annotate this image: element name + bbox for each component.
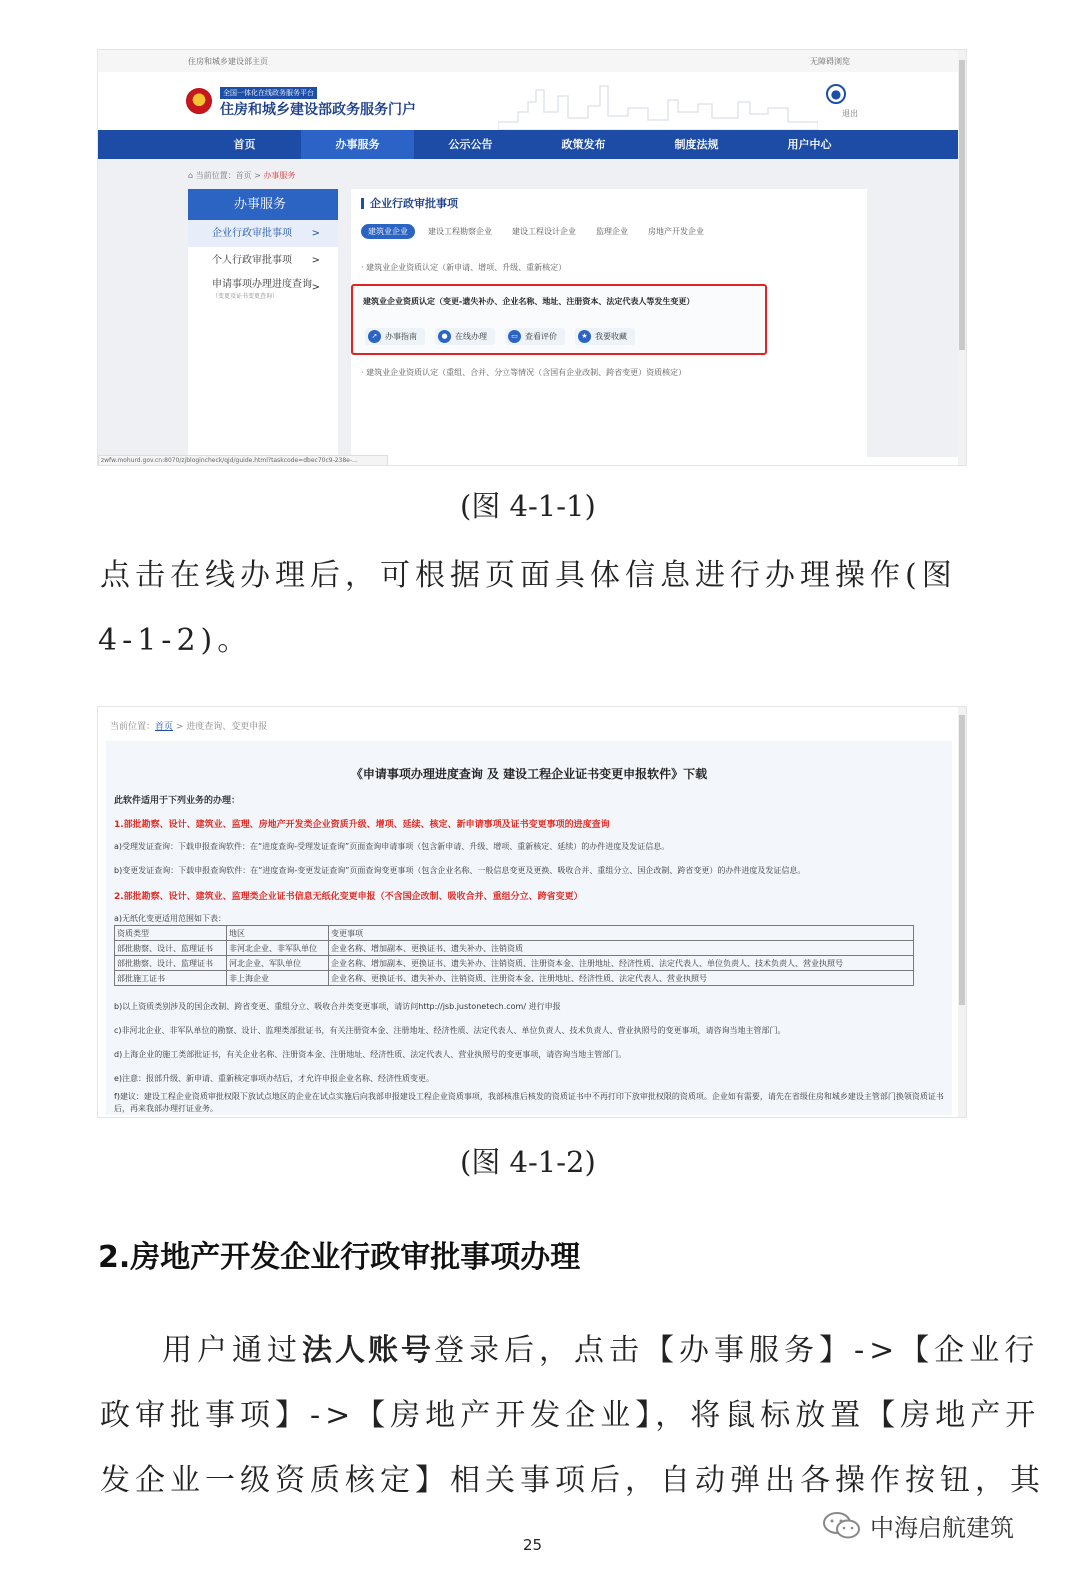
table-row: 部批勘察、设计、监理证书 河北企业、军队单位 企业名称、增加副本、更换证书、遗失补办、注销资质、注册资本金、注册地址、经济性质、法定代表人、单位负责人、技术负责人、营业执照号 xyxy=(115,956,914,971)
chevron-right-icon: > xyxy=(311,255,320,266)
tab-supervision[interactable]: 监理企业 xyxy=(596,227,628,236)
portal-nav xyxy=(98,130,958,159)
intro-text: 此软件适用于下列业务的办理： xyxy=(114,796,241,806)
skyline-decoration xyxy=(498,82,818,130)
item-1b: b)变更发证查询：下载申报查询软件：在“进度查询-变更发证查询”页面查询变更事项（包含企业名称、一般信息变更及更换、吸收合并、重组分立、国企改制、跨省变更）的办件进度及发证信息。 xyxy=(114,866,806,875)
list-item[interactable]: · 建筑业企业资质认定（重组、合并、分立等情况（含国有企业改制、跨省变更）资质核定） xyxy=(361,368,687,377)
comment-icon: ▭ xyxy=(508,330,521,343)
item-1-heading: 1.部批勘察、设计、建筑业、监理、房地产开发类企业资质升级、增项、延续、核定、新申请事项及证书变更事项的进度查询 xyxy=(114,820,610,830)
list-item[interactable]: · 建筑业企业资质认定（新申请、增项、升级、重新核定） xyxy=(361,263,567,272)
paragraph-1-line-2: 4-1-2)。 xyxy=(98,623,253,658)
nav-policy[interactable]: 政策发布 xyxy=(561,138,606,151)
download-panel xyxy=(106,741,952,1115)
guide-button[interactable]: ➚ 办事指南 xyxy=(365,328,425,345)
tab-real-estate[interactable]: 房地产开发企业 xyxy=(648,227,704,236)
main-content xyxy=(351,189,867,457)
item-2-heading: 2.部批勘察、设计、建筑业、监理类企业证书信息无纸化变更申报（不含国企改制、吸收合并、重组分立、跨省变更） xyxy=(114,892,583,902)
nav-user-center[interactable]: 用户中心 xyxy=(787,138,832,151)
paragraph-2-line-1: 用户通过法人账号登录后，点击【办事服务】->【企业行 xyxy=(162,1333,1040,1368)
nav-regulations[interactable]: 制度法规 xyxy=(674,138,719,151)
highlighted-list-item[interactable]: 建筑业企业资质认定（变更-遗失补办、企业名称、地址、注册资本、法定代表人等发生变更） ➚ 办事指南 ● 在线办理 ▭ 查看评价 ★ 我要收藏 xyxy=(351,284,767,355)
breadcrumb: 当前位置：首页 > 进度查询、变更申报 xyxy=(110,722,268,732)
legal-account-emphasis: 法人账号 xyxy=(302,1333,434,1368)
paragraph-2-line-3: 发企业一级资质核定】相关事项后，自动弹出各操作按钮，其 xyxy=(100,1463,1045,1498)
item-2f: f)建议：建设工程企业资质审批权限下放试点地区的企业在试点实施后向我部申报建设工程企业资质事项，我部核准后核发的资质证书中不再打印下放审批权限的资质项。企业如有需要，请先在省级住房和城乡建设主管部门换领资质证书后，再来我部办理打证业务。 xyxy=(114,1092,944,1113)
national-emblem-icon xyxy=(186,88,212,114)
platform-badge: 全国一体化在线政务服务平台 xyxy=(220,87,317,99)
accessibility-link[interactable]: 无障碍浏览 xyxy=(810,57,850,66)
item-2a: a)无纸化变更适用范围如下表： xyxy=(114,914,227,923)
favorite-button[interactable]: ★ 我要收藏 xyxy=(575,328,635,345)
chevron-right-icon: > xyxy=(311,282,320,293)
breadcrumb-current: 办事服务 xyxy=(263,171,296,180)
compass-icon: ➚ xyxy=(368,330,381,343)
status-bar-url: zwfw.mohurd.gov.cn:8070/zjbloginchеck/qjd/guide.html?taskcode=dbec70c9-238e-... xyxy=(98,455,388,466)
portal-body xyxy=(98,159,958,457)
scope-table xyxy=(114,925,914,986)
portal-header xyxy=(98,72,958,130)
paragraph-2-line-2: 政审批事项】->【房地产开发企业】，将鼠标放置【房地产开 xyxy=(100,1398,1041,1433)
tab-construction[interactable]: 建筑业企业 xyxy=(361,224,415,239)
tab-design[interactable]: 建设工程设计企业 xyxy=(512,227,576,236)
portal-topbar xyxy=(98,50,958,72)
section-title: 企业行政审批事项 xyxy=(361,198,458,209)
page-number: 25 xyxy=(522,1536,543,1554)
sidebar-item-personal-approval[interactable]: 个人行政审批事项 > xyxy=(188,247,338,274)
person-icon: ● xyxy=(438,330,451,343)
nav-services[interactable]: 办事服务 xyxy=(301,130,414,159)
nav-home[interactable]: 首页 xyxy=(233,138,256,151)
ministry-home-link[interactable]: 住房和城乡建设部主页 xyxy=(188,57,268,66)
action-buttons xyxy=(365,328,635,345)
paragraph-1-line-1: 点击在线办理后，可根据页面具体信息进行办理操作(图 xyxy=(100,558,957,593)
category-tabs xyxy=(361,224,711,239)
chevron-right-icon: > xyxy=(311,228,320,239)
scrollbar[interactable] xyxy=(958,707,966,1118)
figure-caption-2: (图 4-1-2) xyxy=(460,1145,596,1179)
home-icon: ⌂ xyxy=(188,171,196,180)
portal-title: 住房和城乡建设部政务服务门户 xyxy=(220,102,416,118)
watermark-text: 中海启航建筑 xyxy=(870,1514,1014,1542)
table-row: 部批施工证书 非上海企业 企业名称、更换证书、遗失补办、注销资质、注册资本金、注册地址、经济性质、法定代表人、营业执照号 xyxy=(115,971,914,986)
tab-survey[interactable]: 建设工程勘察企业 xyxy=(428,227,492,236)
breadcrumb: ⌂ 当前位置：首页 > 办事服务 xyxy=(188,171,296,180)
item-2c: c)非河北企业、非军队单位的勘察、设计、监理类部批证书，有关注册资本金、注册地址、经济性质、法定代表人、单位负责人、技术负责人、营业执照号的变更事项，请咨询当地主管部门。 xyxy=(114,1026,786,1035)
logout-link[interactable]: 退出 xyxy=(842,109,858,118)
item-2d: d)上海企业的施工类部批证书，有关企业名称、注册资本金、注册地址、经济性质、法定代表人、营业执照号的变更事项，请咨询当地主管部门。 xyxy=(114,1050,627,1059)
sidebar-item-enterprise-approval[interactable]: 企业行政审批事项 > xyxy=(188,220,338,247)
sidebar xyxy=(188,189,338,457)
star-icon: ★ xyxy=(578,330,591,343)
figure-caption-1: (图 4-1-1) xyxy=(460,489,596,523)
screenshot-download-page xyxy=(97,706,967,1118)
screenshot-portal xyxy=(97,49,967,466)
section-heading: 2.房地产开发企业行政审批事项办理 xyxy=(98,1240,581,1275)
page-title: 《申请事项办理进度查询 及 建设工程企业证书变更申报软件》下载 xyxy=(350,767,708,781)
item-1a: a)受理发证查询：下载申报查询软件：在“进度查询-受理发证查询”页面查询申请事项（包含新申请、升级、增项、重新核定、延续）的办件进度及发证信息。 xyxy=(114,842,670,851)
view-rating-button[interactable]: ▭ 查看评价 xyxy=(505,328,565,345)
table-row: 部批勘察、设计、监理证书 非河北企业、非军队单位 企业名称、增加副本、更换证书、遗失补办、注销资质 xyxy=(115,941,914,956)
nav-announcements[interactable]: 公示公告 xyxy=(448,138,493,151)
item-2e: e)注意：报部升级、新申请、重新核定事项办结后，才允许申报企业名称、经济性质变更。 xyxy=(114,1074,435,1083)
online-apply-button[interactable]: ● 在线办理 xyxy=(435,328,495,345)
user-icon[interactable]: ● xyxy=(826,84,846,104)
breadcrumb-home-link[interactable]: 首页 xyxy=(155,722,174,732)
sidebar-item-subtext: （变更及证书变更查询） xyxy=(212,293,279,300)
item-2b: b)以上资质类别涉及的国企改制、跨省变更、重组分立、吸收合并类变更事项，请访问http://jsb.justonetech.com/ 进行申报 xyxy=(114,1002,561,1011)
sidebar-item-progress-query[interactable]: 申请事项办理进度查询 （变更及证书变更查询） > xyxy=(188,274,338,308)
table-header-row: 资质类型 地区 变更事项 xyxy=(115,926,914,941)
scrollbar[interactable] xyxy=(958,50,966,466)
sidebar-title: 办事服务 xyxy=(188,189,338,220)
